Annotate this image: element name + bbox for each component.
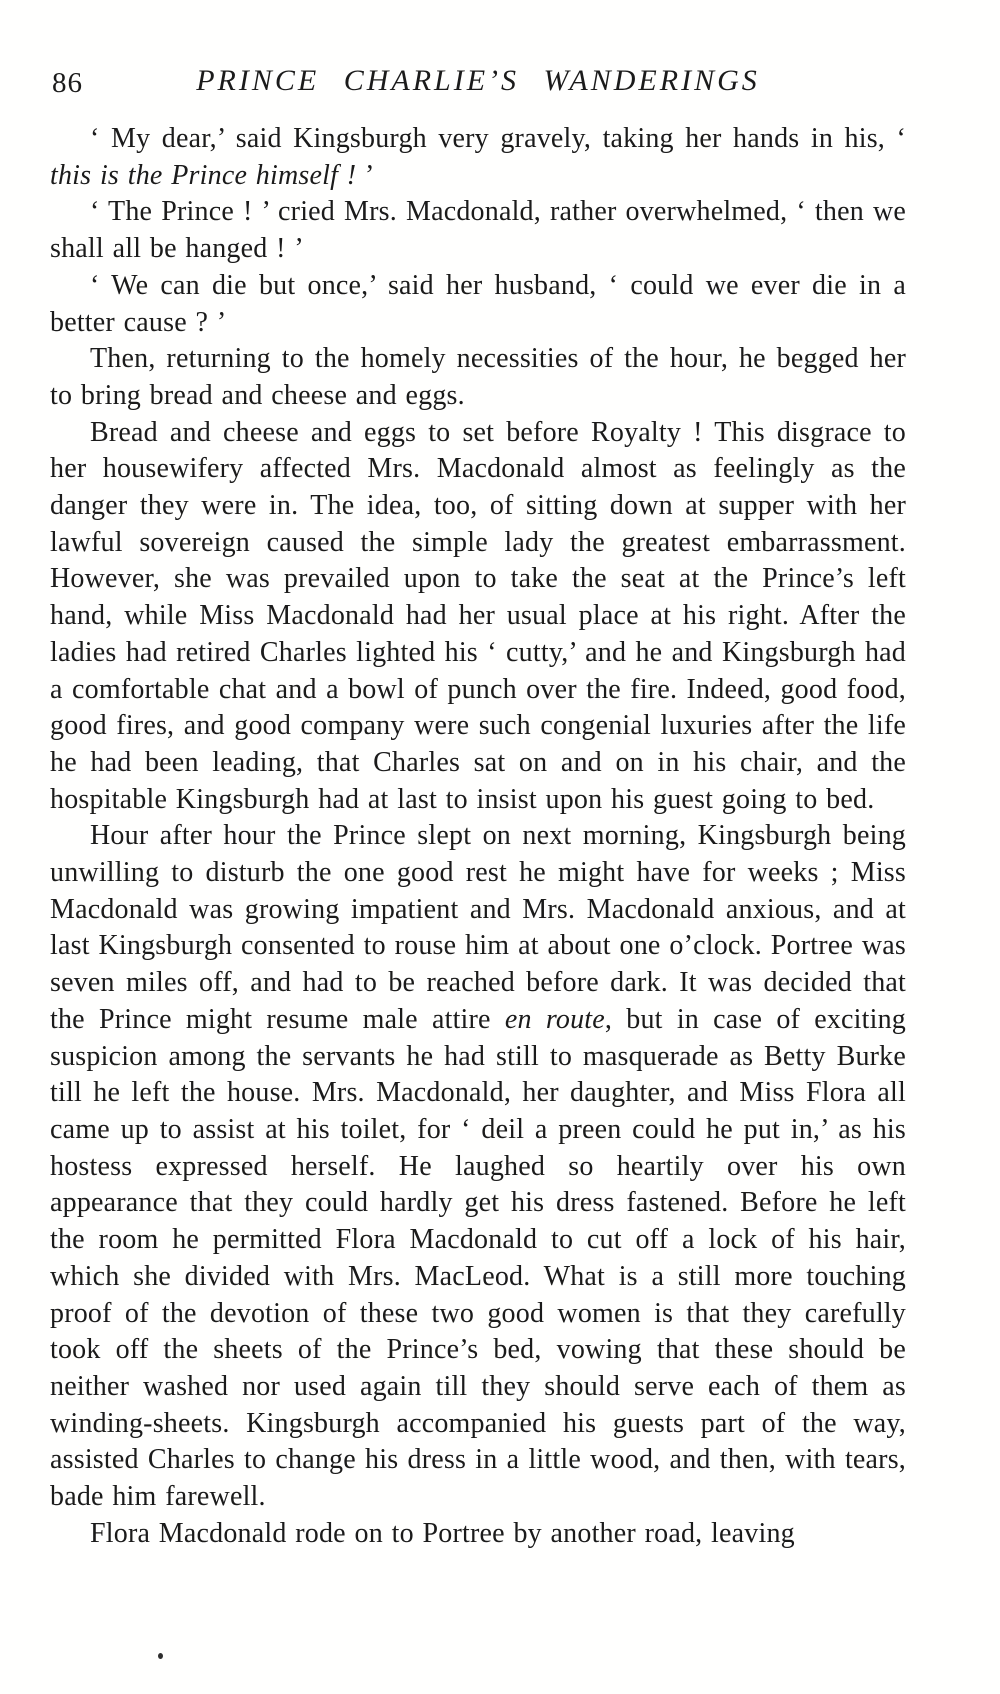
ink-speck (158, 1653, 163, 1659)
text-run: Bread and cheese and eggs to set before Royalty ! This disgrace to her housewifery affected Mrs. Macdonald almost as feelingly as the danger they were in. The idea, too, of sitting down at supper with her lawful sovereign caused the simple lady the greatest embarrassment. However, she was prevailed upon to take the seat at the Prince’s left hand, while Miss Macdonald had her usual place at his right. After the ladies had retired Charles lighted his ‘ cutty,’ and he and Kingsburgh had a comfortable chat and a bowl of punch over the fire. Indeed, good food, good fires, and good company were such congenial luxuries after the life he had been leading, that Charles sat on and on in his chair, and the hospitable Kingsburgh had at last to insist upon his guest going to bed. (50, 416, 906, 815)
text-run: ’ (356, 159, 375, 191)
text-run: ‘ The Prince ! ’ cried Mrs. Macdonald, rather overwhelmed, ‘ then we shall all be hanged ! ’ (50, 196, 906, 265)
paragraph (50, 818, 906, 1515)
paragraph (50, 1516, 906, 1553)
page-number: 86 (52, 67, 83, 99)
paragraph (50, 194, 906, 267)
text-run: Flora Macdonald rode on to Portree by another road, leaving (90, 1517, 795, 1549)
text-block (50, 121, 906, 1552)
paragraph (50, 415, 906, 819)
text-run: ‘ We can die but once,’ said her husband, ‘ could we ever die in a better cause ? ’ (50, 269, 906, 338)
text-run: Then, returning to the homely necessities of the hour, he begged her to bring bread and cheese and eggs. (50, 343, 906, 411)
text-run: ‘ My dear,’ said Kingsburgh very gravely, taking her hands in his, ‘ (90, 123, 906, 154)
page-header (50, 64, 906, 98)
paragraph (50, 121, 906, 194)
text-run: Hour after hour the Prince slept on next morning, Kingsburgh being unwilling to disturb the one good rest he might have for weeks ; Miss Macdonald was growing impatient and Mrs. Macdonald anxious, and at last Kingsburgh consented to rouse him at about one o’clock. Portree was seven miles off, and had to be reached before dark. It was decided that the Prince might resume male attire (50, 820, 906, 1035)
paragraph (50, 268, 906, 341)
paragraph (50, 341, 906, 414)
text-run: , but in case of exciting suspicion among the servants he had still to masquerade as Betty Burke till he left the house. Mrs. Macdonald, her daughter, and Miss Flora all came up to assist at his toilet, for ‘ deil a preen could he put in,’ as his hostess expressed herself. He laughed so heartily over his own appearance that they could hardly get his dress fastened. Before he left the room he permitted Flora Macdonald to cut off a lock of his hair, which she divided with Mrs. MacLeod. What is a still more touching proof of the devotion of these two good women is that they carefully took off the sheets of the Prince’s bed, vowing that these should be neither washed nor used again till they should serve each of them as winding-sheets. Kingsburgh accompanied his guests part of the way, assisted Charles to change his dress in a little wood, and then, with tears, bade him farewell. (50, 1003, 906, 1513)
running-title: PRINCE CHARLIE’S WANDERINGS (196, 64, 760, 97)
italic-text-run: this is the Prince himself ! (50, 159, 357, 191)
italic-text-run: en route (504, 1003, 605, 1035)
